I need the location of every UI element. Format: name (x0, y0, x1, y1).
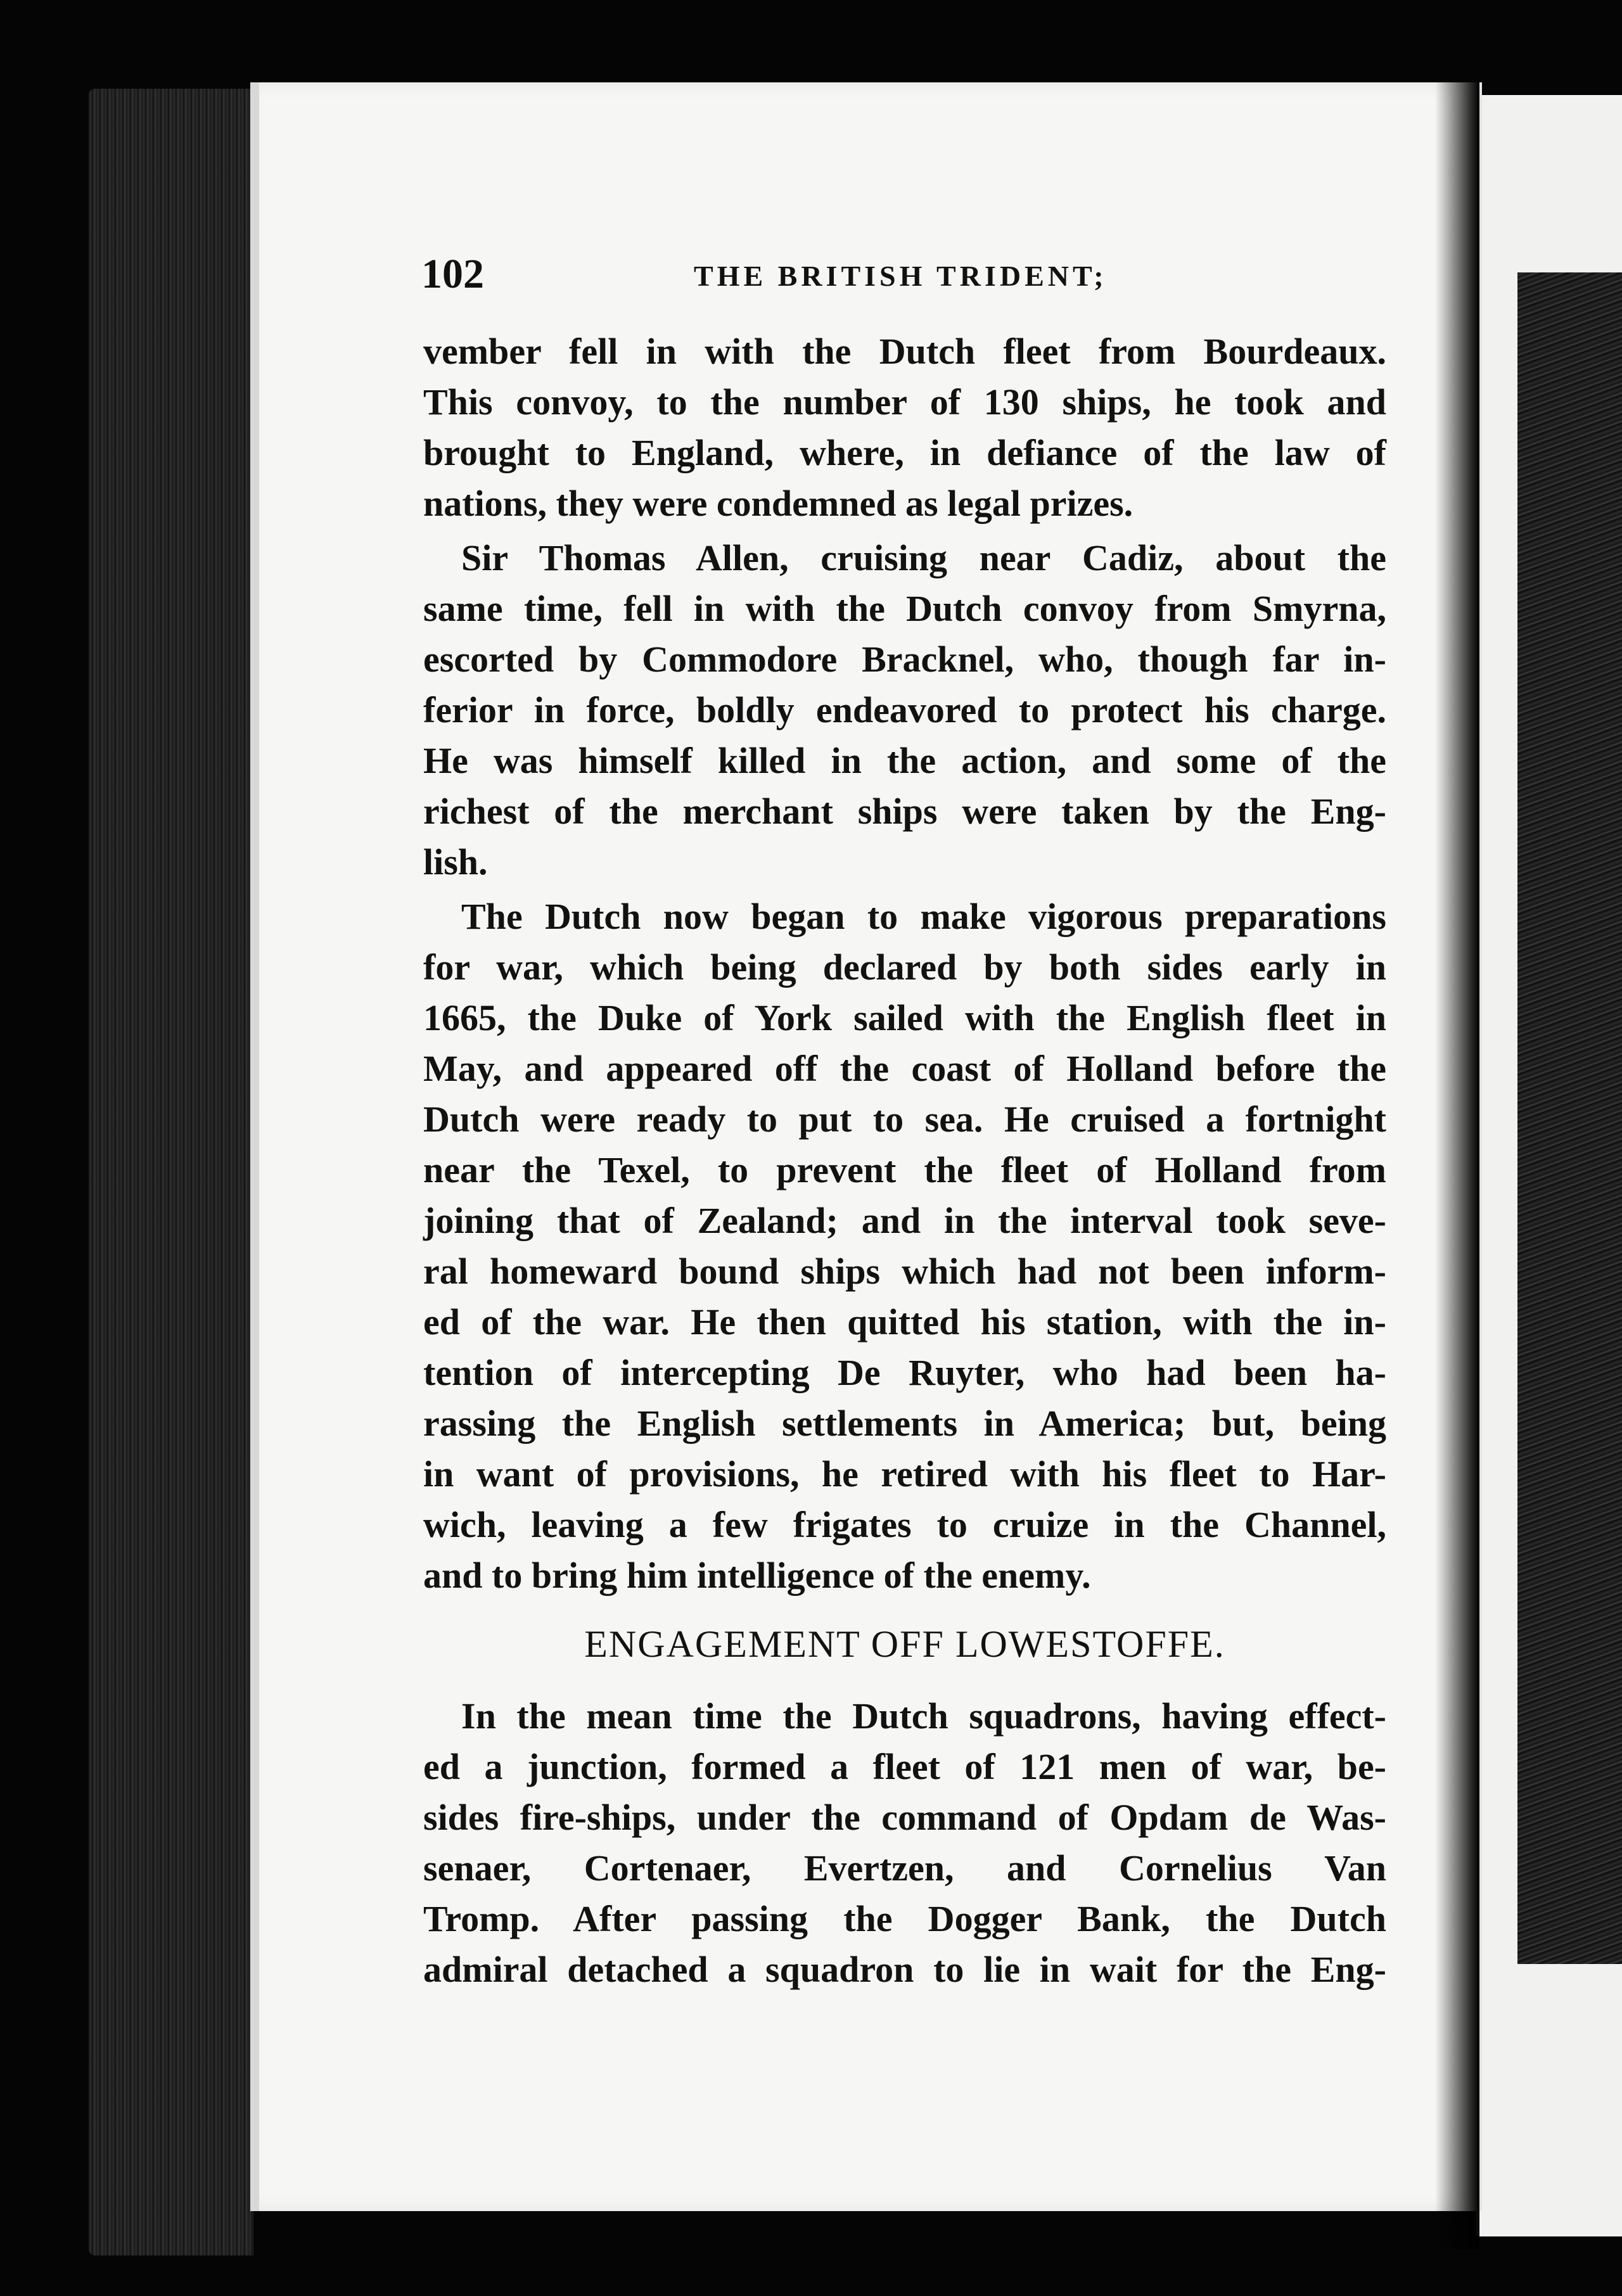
paragraph-1 (423, 326, 1386, 529)
text-line: sides fire-ships, under the command of Opdam de Was- (423, 1797, 1386, 1838)
text-line: Tromp. After passing the Dogger Bank, the Dutch (423, 1898, 1386, 1939)
text-line: tention of intercepting De Ruyter, who had been ha- (423, 1352, 1386, 1393)
book-fore-edge (89, 89, 253, 2255)
text-line: He was himself killed in the action, and some of the (423, 740, 1386, 781)
spine-shadow (1435, 82, 1479, 2249)
text-line: joining that of Zealand; and in the interval took seve- (423, 1200, 1386, 1241)
text-line: In the mean time the Dutch squadrons, having effect- (461, 1695, 1386, 1737)
text-line: senaer, Cortenaer, Evertzen, and Cornelius Van (423, 1847, 1386, 1889)
section-heading: ENGAGEMENT OFF LOWESTOFFE. (584, 1623, 1225, 1665)
text-line: Dutch were ready to put to sea. He cruised a fortnight (423, 1099, 1386, 1140)
page-number: 102 (421, 251, 484, 297)
text-line: richest of the merchant ships were taken by the Eng- (423, 791, 1386, 832)
running-title: THE BRITISH TRIDENT; (694, 260, 1108, 292)
text-line: wich, leaving a few frigates to cruize in the Channel, (423, 1504, 1386, 1545)
text-line: 1665, the Duke of York sailed with the English fleet in (423, 997, 1386, 1038)
text-line: vember fell in with the Dutch fleet from Bourdeaux. (423, 331, 1386, 372)
paragraph-3 (423, 891, 1386, 1601)
text-line: escorted by Commodore Bracknel, who, though far in- (423, 639, 1386, 680)
text-line: rassing the English settlements in America; but, being (423, 1403, 1386, 1444)
paragraph-4 (423, 1691, 1386, 1995)
text-line: Sir Thomas Allen, cruising near Cadiz, about the (461, 537, 1386, 578)
text-line: This convoy, to the number of 130 ships, he took and (423, 381, 1386, 423)
text-line: near the Texel, to prevent the fleet of Holland from (423, 1149, 1386, 1190)
text-line: same time, fell in with the Dutch convoy from Smyrna, (423, 588, 1386, 629)
engraving-illustration (1517, 272, 1622, 1964)
paragraph-2 (423, 533, 1386, 888)
text-line: for war, which being declared by both sides early in (423, 947, 1386, 988)
text-line: brought to England, where, in defiance of the law of (423, 432, 1386, 473)
text-line: ferior in force, boldly endeavored to protect his charge. (423, 689, 1386, 730)
text-line: admiral detached a squadron to lie in wait for the Eng- (423, 1949, 1386, 1990)
text-line: May, and appeared off the coast of Holland before the (423, 1048, 1386, 1089)
body-text (423, 326, 1386, 1995)
text-line: ral homeward bound ships which had not been inform- (423, 1251, 1386, 1292)
text-line: The Dutch now began to make vigorous preparations (461, 896, 1386, 937)
text-line: ed a junction, formed a fleet of 121 men of war, be- (423, 1746, 1386, 1787)
running-head (421, 250, 1410, 301)
text-line: in want of provisions, he retired with his fleet to Har- (423, 1453, 1386, 1495)
text-line: ed of the war. He then quitted his station, with the in- (423, 1301, 1386, 1343)
text-line: and to bring him intelligence of the enemy. (423, 1555, 1091, 1596)
text-line: nations, they were condemned as legal prizes. (423, 483, 1133, 524)
text-line: lish. (423, 841, 488, 883)
